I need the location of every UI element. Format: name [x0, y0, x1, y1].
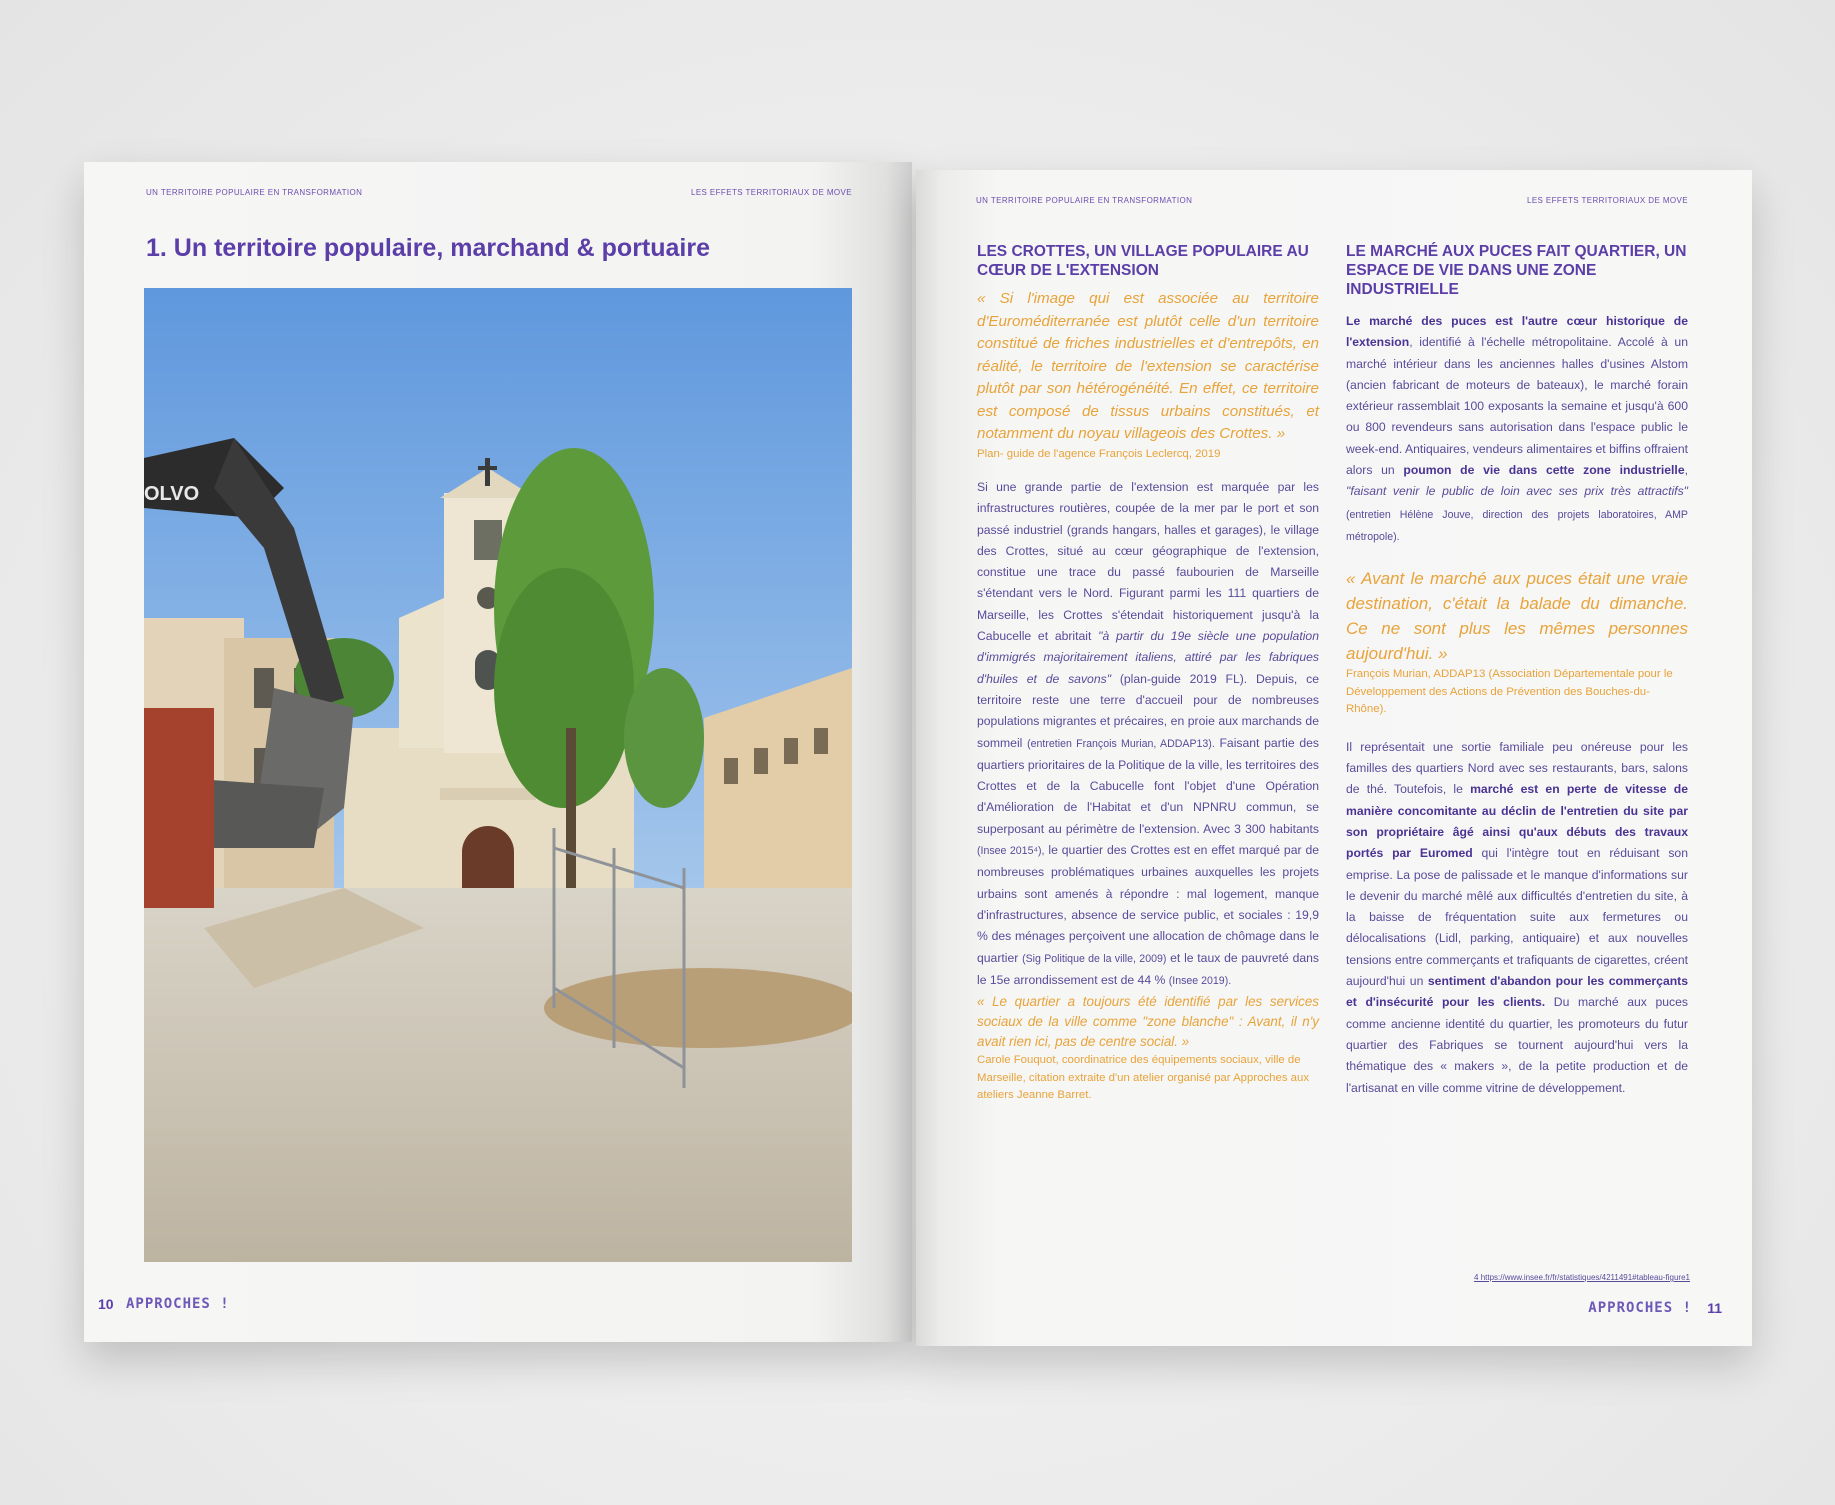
text-run: , identifié à l'échelle métropolitaine. Accolé à un marché intérieur dans les anciennes halles d'usines Alstom (ancien fabricant de moteurs de bateaux), le marché forain extérieur rassemblait 100 exposants la semaine et jusqu'à 600 ou 800 revendeurs sans autorisation dans l'espace public le week-end. Antiquaires, vendeurs alimentaires et biffins offraient alors un [1346, 335, 1688, 478]
right-page [916, 170, 1752, 1346]
text-run: qui l'intègre tout en réduisant son emprise. La pose de palissade et le manque d'informations sur le devenir du marché mêlé aux difficultés d'entretien du site, à la baisse de fréquentation suite aux fermetures ou délocalisations (Lidl, parking, antiquaire) et aux nouvelles tensions entre commerçants et trafiquants de cigarettes, créent aujourd'hui un [1346, 846, 1688, 989]
text-run: et le taux de pauvreté dans le 15e arrondissement est de 44 % [977, 950, 1319, 987]
text-run-italic: "à partir du 19e siècle une population d'immigrés majoritairement italiens, attiré par les fabriques d'huiles et de savons" [977, 629, 1319, 686]
reference: (entretien Hélène Jouve, direction des projets laboratoires, AMP métropole). [1346, 508, 1688, 543]
street-photo [144, 288, 852, 1262]
section-title-crottes: LES CROTTES, UN VILLAGE POPULAIRE AU CŒUR DE L'EXTENSION [977, 243, 1309, 279]
social-quote: « Le quartier a toujours été identifié par les services sociaux de la ville comme "zone blanche" : Avant, il n'y avait rien ici, pas de centre social. » [977, 994, 1319, 1050]
text-run: le quartier des Crottes est en effet marqué par de nombreuses problématiques urbaines auxquelles les projets urbains sont amenés à répondre : mal logement, manque d'infrastructures, absence de service public, et sociales : 19,9 % des ménages perçoivent une allocation de chômage dans le quartier [977, 843, 1320, 965]
lead-quote-source: Plan- guide de l'agence François Leclercq, 2019 [977, 447, 1221, 460]
text-run-bold: poumon de vie dans cette zone industrielle [1403, 463, 1685, 478]
excavator-brand-text: OLVO [144, 483, 200, 505]
column-crottes [977, 242, 1319, 1105]
right-page-number: 11 [1707, 1300, 1722, 1316]
lead-quote: « Si l'image qui est associée au territoire d'Euroméditerranée est plutôt celle d'un territoire constitué de friches industrielles et d'entrepôts, en réalité, le territoire de l'extension se caractérise plutôt par son hétérogénéité. En effet, ce territoire est composé de tissus urbains constitués, et notamment du noyau villageois des Crottes. » [977, 290, 1319, 442]
reference: (entretien François Murian, ADDAP13). [1027, 737, 1215, 750]
text-run-italic: "faisant venir le public de loin avec ses prix très attractifs" [1346, 484, 1688, 499]
left-running-head-left: UN TERRITOIRE POPULAIRE EN TRANSFORMATION [146, 188, 363, 197]
right-running-head-left: UN TERRITOIRE POPULAIRE EN TRANSFORMATION [976, 196, 1193, 205]
left-running-head-right: LES EFFETS TERRITORIAUX DE MOVE [690, 188, 852, 197]
text-run: , [1684, 463, 1688, 478]
reference: (Insee 2019). [1168, 974, 1232, 987]
marche-quote-source: François Murian, ADDAP13 (Association Départementale pour le Développement des Actions de Prévention des Bouches-du-Rhône). [1346, 668, 1673, 716]
reference: (Sig Politique de la ville, 2009) [1022, 952, 1167, 965]
footnote-link[interactable]: 4 https://www.insee.fr/fr/statistiques/4211491#tableau-figure1 [1474, 1273, 1690, 1282]
column-marche [1346, 242, 1688, 1099]
text-run: Du marché aux puces comme ancienne identité du quartier, les promoteurs du futur quartier des Fabriques se tournent aujourd'hui vers la thématique des « makers », de la petite production et de l'artisanat en ville comme vitrine de développement. [1346, 995, 1688, 1095]
page-title: 1. Un territoire populaire, marchand & portuaire [146, 234, 711, 262]
crottes-paragraph [977, 477, 1319, 992]
text-run-bold: Le marché des puces est l'autre cœur historique de l'extension [1346, 314, 1688, 350]
left-brand-logo: APPROCHES ! [126, 1296, 230, 1312]
marche-paragraph-1 [1346, 311, 1688, 548]
right-running-head-right: LES EFFETS TERRITORIAUX DE MOVE [1526, 196, 1688, 205]
text-run: (plan-guide 2019 FL). Depuis, ce territoire reste une terre d'accueil pour de nombreuses populations migrantes et précaires, en proie aux marchands de sommeil [977, 671, 1319, 750]
marche-paragraph-2 [1346, 737, 1688, 1099]
social-quote-source: Carole Fouquot, coordinatrice des équipements sociaux, ville de Marseille, citation extraite d'un atelier organisé par Approches aux ateliers Jeanne Barret. [977, 1054, 1310, 1102]
photo-illustration [144, 288, 852, 1262]
text-run-bold: sentiment d'abandon pour les commerçants et d'insécurité pour les clients. [1346, 974, 1688, 1010]
section-title-marche: LE MARCHÉ AUX PUCES FAIT QUARTIER, UN ESPACE DE VIE DANS UNE ZONE INDUSTRIELLE [1346, 243, 1687, 298]
left-page-number: 10 [98, 1296, 114, 1312]
marche-quote: « Avant le marché aux puces était une vraie destination, c'était la balade du dimanche. Ce ne sont plus les mêmes personnes aujourd'hui. » [1346, 569, 1688, 664]
left-page [84, 162, 912, 1342]
text-run: Si une grande partie de l'extension est marquée par les infrastructures routières, coupée de la mer par le port et son passé industriel (grands hangars, halles et garages), le village des Crottes, situé au cœur géographique de l'extension, constitue une trace du passé faubourien de Marseille s'étendant vers le Nord. Figurant parmi les 111 quartiers de Marseille, les Crottes s'étendait historiquement jusqu'à la Cabucelle et abritait [977, 480, 1319, 644]
text-run: Il représentait une sortie familiale peu onéreuse pour les familles des quartiers Nord avec ses restaurants, bars, salons de thé. Toutefois, le [1346, 739, 1688, 797]
text-run: Faisant partie des quartiers prioritaires de la Politique de la ville, les territoires des Crottes et de la Cabucelle font l'objet d'une Opération d'Amélioration de l'Habitat et d'un NPNRU commun, se superposant au périmètre de l'extension. Avec 3 300 habitants [977, 735, 1319, 836]
reference: (Insee 2015⁴), [977, 845, 1045, 858]
right-brand-logo: APPROCHES ! [1588, 1300, 1692, 1316]
text-run-bold: marché est en perte de vitesse de manière concomitante au déclin de l'entretien du site par son propriétaire âgé ainsi qu'aux débuts des travaux portés par Euromed [1346, 782, 1688, 861]
